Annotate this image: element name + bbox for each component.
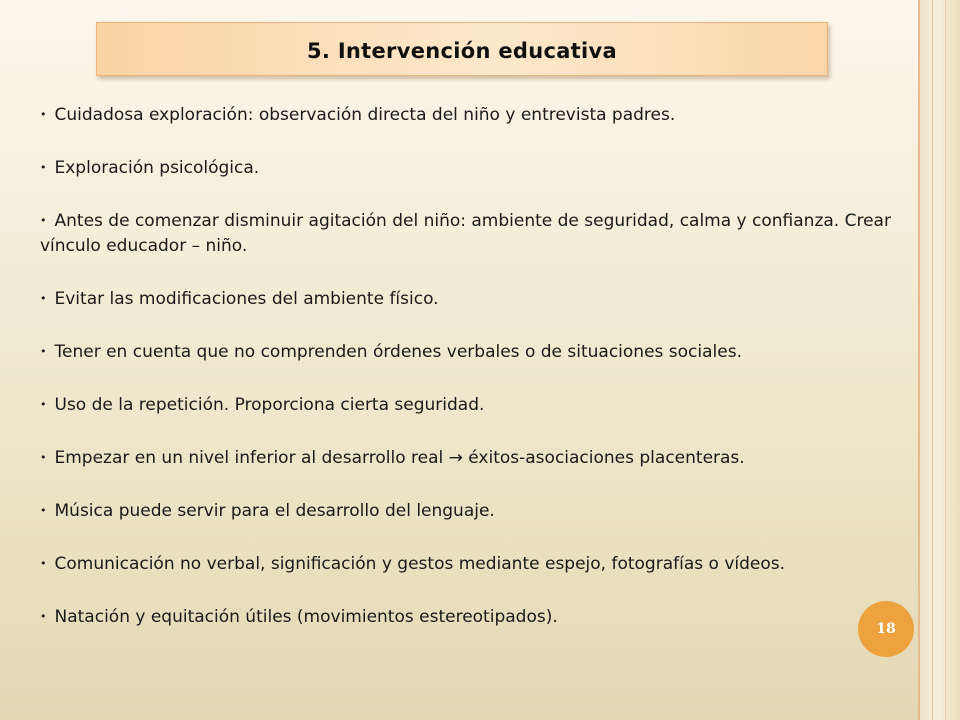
bullet-item (40, 392, 940, 418)
bullet-text: Cuidadosa exploración: observación directa del niño y entrevista padres. (54, 105, 676, 125)
bullet-list (40, 102, 940, 657)
bullet-text: Natación y equitación útiles (movimientos estereotipados). (54, 607, 558, 627)
bullet-item (40, 445, 940, 471)
slide-title: 5. Intervención educativa (307, 38, 617, 63)
bullet-text: Evitar las modificaciones del ambiente físico. (54, 289, 439, 309)
bullet-item (40, 339, 940, 365)
bullet-dot-icon: • (40, 161, 47, 174)
bullet-dot-icon: • (40, 557, 47, 570)
page-number: 18 (876, 621, 896, 637)
bullet-dot-icon: • (40, 610, 47, 623)
bullet-text: Exploración psicológica. (54, 158, 260, 178)
bullet-item (40, 604, 940, 630)
bullet-item (40, 286, 940, 312)
bullet-dot-icon: • (40, 398, 47, 411)
bullet-dot-icon: • (40, 292, 47, 305)
bullet-text: Música puede servir para el desarrollo del lenguaje. (54, 501, 495, 521)
bullet-text: Antes de comenzar disminuir agitación del niño: ambiente de seguridad, calma y confianza. Crear vínculo educador – niño. (40, 211, 891, 256)
bullet-text: Empezar en un nivel inferior al desarrollo real → éxitos-asociaciones placenteras. (54, 448, 745, 468)
frame-line (945, 0, 946, 720)
bullet-dot-icon: • (40, 504, 47, 517)
bullet-dot-icon: • (40, 108, 47, 121)
bullet-dot-icon: • (40, 214, 47, 227)
page-number-badge (858, 601, 914, 657)
bullet-text: Comunicación no verbal, significación y gestos mediante espejo, fotografías o vídeos. (54, 554, 786, 574)
bullet-dot-icon: • (40, 451, 47, 464)
title-banner (96, 22, 828, 76)
bullet-item (40, 498, 940, 524)
bullet-item (40, 208, 940, 259)
bullet-item (40, 102, 940, 128)
bullet-dot-icon: • (40, 345, 47, 358)
bullet-item (40, 551, 940, 577)
bullet-text: Tener en cuenta que no comprenden órdenes verbales o de situaciones sociales. (54, 342, 742, 362)
bullet-text: Uso de la repetición. Proporciona cierta seguridad. (54, 395, 485, 415)
bullet-item (40, 155, 940, 181)
